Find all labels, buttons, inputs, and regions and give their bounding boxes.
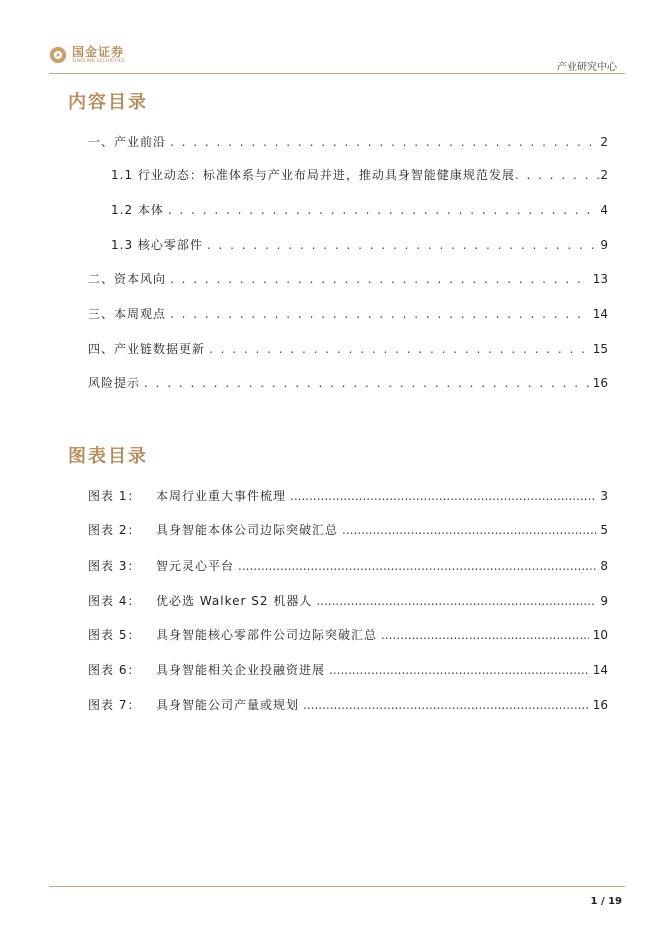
toc-leader [170,307,589,321]
toc-entry-label: 1.2 本体 [111,203,164,217]
figure-entry[interactable] [88,557,608,574]
toc-entry[interactable] [88,305,608,322]
toc-leader [168,203,596,217]
page-indicator: 1 / 19 [590,896,622,907]
figure-entry-label: 图表 6： [88,663,141,677]
figure-leader [303,698,589,712]
figure-entry-page: 16 [592,698,608,712]
toc-entry-label: 一、产业前沿 [88,135,167,149]
figure-leader [342,523,596,537]
header-rule [49,73,625,74]
toc-leader [170,272,589,286]
figure-leader [238,559,596,573]
toc-entry-page: 9 [600,238,608,252]
figure-entry-title: 具身智能本体公司边际突破汇总 [156,523,339,537]
figure-leader [316,594,596,608]
figure-entry-label: 图表 7： [88,698,141,712]
figures-title: 图表目录 [68,446,148,467]
toc-entry-page: 2 [600,135,608,149]
figure-entry-title: 本周行业重大事件梳理 [156,489,287,503]
figure-entry-page: 10 [592,628,608,642]
toc-leader [170,135,596,149]
figure-entry-label: 图表 2： [88,523,141,537]
toc-leader [515,168,600,182]
toc-entry-label: 四、产业链数据更新 [88,342,206,356]
toc-leader [207,238,596,252]
toc-entry[interactable] [111,236,608,253]
figure-entry[interactable] [88,661,608,678]
toc-entry-page: 16 [592,376,608,390]
figure-entry-page: 14 [592,663,608,677]
figure-entry[interactable] [88,626,608,643]
toc-entry-label: 二、资本风向 [88,272,167,286]
figure-leader [329,663,589,677]
department-label: 产业研究中心 [557,62,617,73]
figure-entry[interactable] [88,696,608,713]
figure-entry-title: 具身智能核心零部件公司边际突破汇总 [156,628,378,642]
figure-entry-page: 9 [600,594,608,608]
brand-name-cn: 国金证券 [72,45,125,59]
toc-leader [144,376,589,390]
toc-leader [209,342,589,356]
toc-entry-page: 4 [600,203,608,217]
toc-entry-page: 15 [592,342,608,356]
toc-entry-page: 14 [592,307,608,321]
figure-entry[interactable] [88,592,608,609]
toc-entry[interactable] [111,201,608,218]
toc-entry-label: 1.3 核心零部件 [111,238,203,252]
figure-leader [381,628,589,642]
toc-entry-page: 13 [592,272,608,286]
toc-entry[interactable] [88,374,608,391]
figure-entry-title: 智元灵心平台 [156,559,235,573]
figure-entry-page: 8 [600,559,608,573]
figure-entry-page: 3 [600,489,608,503]
toc-entry[interactable] [88,340,608,357]
toc-entry-label: 三、本周观点 [88,307,167,321]
figure-entry[interactable] [88,487,608,504]
brand-name-en: SINOLINK SECURITIES [72,59,125,64]
figure-entry-title: 优必选 Walker S2 机器人 [156,594,313,608]
footer-rule [49,886,625,887]
contents-title: 内容目录 [68,92,148,113]
figure-entry-title: 具身智能相关企业投融资进展 [156,663,326,677]
toc-entry[interactable] [111,166,608,183]
figure-entry-page: 5 [600,523,608,537]
figure-entry-label: 图表 3： [88,559,141,573]
toc-entry[interactable] [88,133,608,150]
figure-entry-label: 图表 5： [88,628,141,642]
figure-entry[interactable] [88,521,608,538]
toc-entry[interactable] [88,270,608,287]
logo-mark-icon [49,46,67,64]
figure-entry-title: 具身智能公司产量或规划 [156,698,300,712]
brand-logo [49,46,125,65]
figure-leader [290,489,596,503]
toc-entry-label: 风险提示 [88,376,141,390]
toc-entry-page: 2 [600,168,608,182]
toc-entry-label: 1.1 行业动态：标准体系与产业布局并进，推动具身智能健康规范发展 [111,168,515,182]
figure-entry-label: 图表 4： [88,594,141,608]
figure-entry-label: 图表 1： [88,489,141,503]
